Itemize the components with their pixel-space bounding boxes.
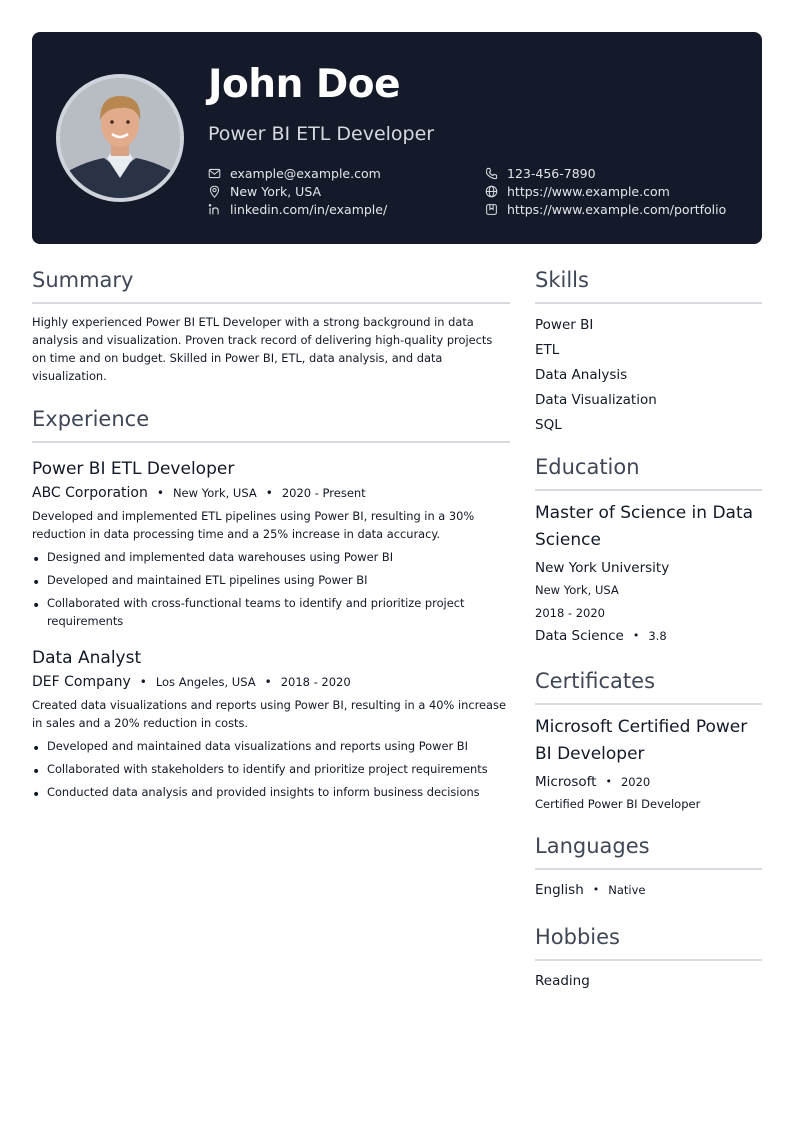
education-field-row: [535, 625, 762, 647]
experience-section: [32, 407, 510, 801]
job-description: Created data visualizations and reports using Power BI, resulting in a 40% increase in sales and a 20% reduction in costs.: [32, 698, 506, 730]
hobby-item: Reading: [535, 973, 590, 989]
skills-heading: Skills: [535, 268, 762, 304]
list-item: • Collaborated with cross-functional teams to identify and prioritize project requirements: [32, 594, 510, 630]
certificate-issuer: Microsoft: [535, 774, 597, 790]
certificate-name: Microsoft Certified Power BI Developer: [535, 717, 748, 764]
degree-title: Master of Science in Data Science: [535, 503, 754, 550]
candidate-title: Power BI ETL Developer: [208, 123, 435, 145]
language-level: Native: [608, 883, 646, 897]
portfolio-text: https://www.example.com/portfolio: [507, 202, 727, 217]
separator-dot: •: [265, 486, 273, 500]
hobbies-section: [535, 925, 762, 992]
contact-linkedin[interactable]: [208, 202, 387, 217]
education-field: Data Science: [535, 628, 624, 644]
skill-item: ETL: [535, 342, 560, 358]
job-meta: [32, 674, 510, 690]
main-column: [32, 268, 510, 801]
job-bullets: [32, 548, 510, 630]
resume-header: [32, 32, 762, 244]
certificate-issuer-row: [535, 771, 762, 793]
separator-dot: •: [605, 775, 612, 788]
contact-website[interactable]: [485, 184, 670, 199]
linkedin-icon: [208, 203, 221, 216]
experience-heading: Experience: [32, 407, 510, 443]
skill-item: Data Analysis: [535, 367, 628, 383]
job-meta: [32, 485, 510, 501]
globe-icon: [485, 185, 498, 198]
job-dates: 2018 - 2020: [280, 675, 351, 689]
education-section: [535, 455, 762, 647]
job-title: Power BI ETL Developer: [32, 459, 235, 479]
list-item: • Developed and maintained ETL pipelines using Power BI: [32, 571, 510, 589]
language-row: [535, 879, 762, 901]
profile-photo: [56, 74, 184, 202]
contact-location: [208, 184, 321, 199]
education-heading: Education: [535, 455, 762, 491]
job-description: Developed and implemented ETL pipelines using Power BI, resulting in a 30% reduction in data processing time and a 25% increase in data accuracy.: [32, 509, 475, 541]
job-location: New York, USA: [172, 486, 257, 500]
education-gpa: 3.8: [648, 629, 667, 643]
portfolio-icon: [485, 203, 498, 216]
job-bullets: [32, 737, 510, 801]
contact-email[interactable]: [208, 166, 381, 181]
location-text: New York, USA: [230, 184, 322, 199]
job-company: ABC Corporation: [32, 485, 148, 501]
job-location: Los Angeles, USA: [155, 675, 256, 689]
separator-dot: •: [156, 486, 164, 500]
job-entry: [32, 459, 510, 630]
email-text: example@example.com: [230, 166, 381, 181]
languages-heading: Languages: [535, 834, 762, 870]
job-title: Data Analyst: [32, 648, 142, 668]
candidate-name: John Doe: [208, 62, 401, 107]
languages-section: [535, 834, 762, 901]
summary-section: [32, 268, 510, 385]
list-item: • Designed and implemented data warehouses using Power BI: [32, 548, 510, 566]
contact-phone[interactable]: [485, 166, 596, 181]
skills-section: [535, 268, 762, 438]
skill-item: SQL: [535, 417, 562, 433]
location-icon: [208, 185, 221, 198]
certificate-description: Certified Power BI Developer: [535, 797, 701, 811]
job-dates: 2020 - Present: [281, 486, 366, 500]
phone-text: 123-456-7890: [507, 166, 596, 181]
school-location: New York, USA: [535, 583, 619, 597]
summary-heading: Summary: [32, 268, 510, 304]
separator-dot: •: [632, 629, 640, 642]
school-name: New York University: [535, 560, 670, 576]
education-dates: 2018 - 2020: [535, 606, 605, 620]
side-column: [535, 268, 762, 992]
language-name: English: [535, 882, 584, 898]
list-item: • Developed and maintained data visualizations and reports using Power BI: [32, 737, 510, 755]
skill-item: Data Visualization: [535, 392, 657, 408]
summary-text: Highly experienced Power BI ETL Developer with a strong background in data analysis and visualization. Proven track record of delivering high-quality projects on time and on budget. Skilled in Power BI, ETL, data analysis, and data visualization.: [32, 315, 493, 383]
job-company: DEF Company: [32, 674, 131, 690]
job-entry: [32, 648, 510, 801]
contact-portfolio[interactable]: [485, 202, 726, 217]
website-text: https://www.example.com: [507, 184, 670, 199]
certificates-section: [535, 669, 762, 816]
mail-icon: [208, 167, 221, 180]
list-item: • Conducted data analysis and provided insights to inform business decisions: [32, 783, 510, 801]
profile-photo-image: [60, 78, 180, 198]
certificate-year: 2020: [620, 775, 651, 789]
phone-icon: [485, 167, 498, 180]
separator-dot: •: [592, 883, 600, 896]
certificates-heading: Certificates: [535, 669, 762, 705]
list-item: • Collaborated with stakeholders to identify and prioritize project requirements: [32, 760, 510, 778]
linkedin-text: linkedin.com/in/example/: [230, 202, 388, 217]
skill-item: Power BI: [535, 317, 594, 333]
separator-dot: •: [264, 675, 272, 689]
separator-dot: •: [139, 675, 147, 689]
hobbies-heading: Hobbies: [535, 925, 762, 961]
